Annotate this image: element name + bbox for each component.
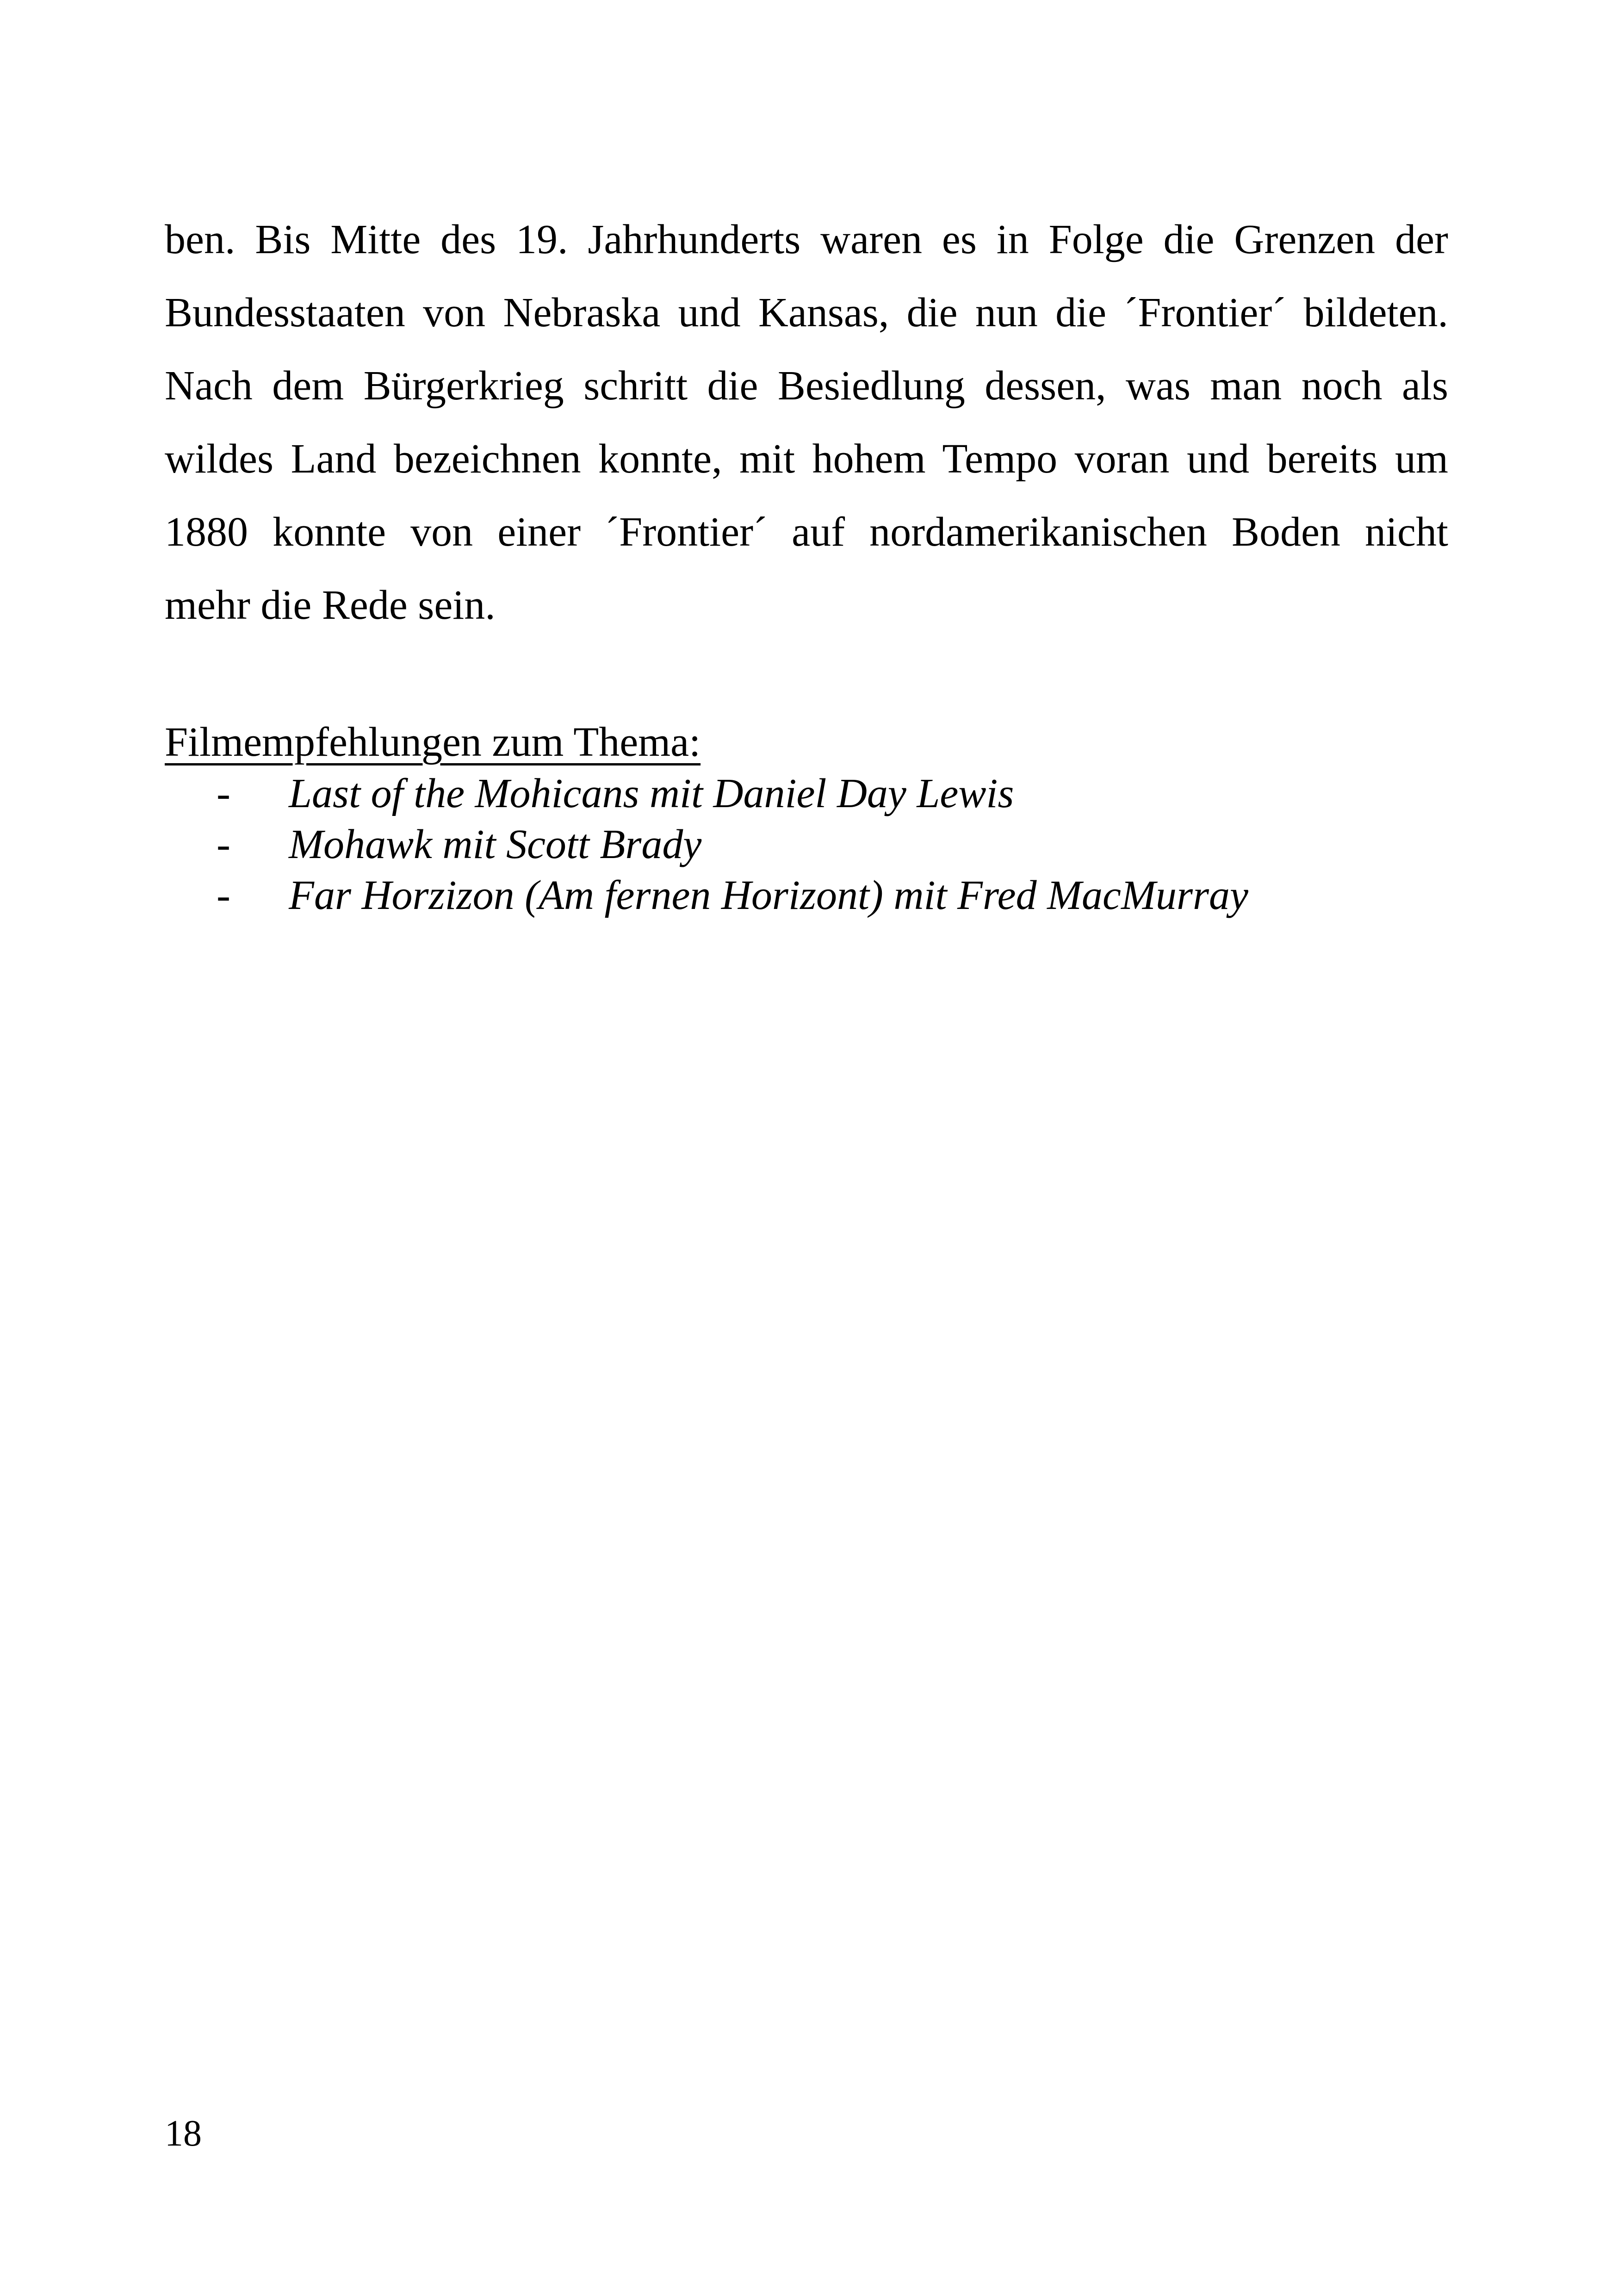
paragraph-line: wildes Land bezeichnen konnte, mit hohem Tempo voran und bereits um xyxy=(165,436,1448,482)
film-title: Far Horzizon (Am fernen Horizont) mit Fred MacMurray xyxy=(289,872,1248,918)
film-recommendations-heading: Filmempfehlungen zum Thema: xyxy=(165,719,701,765)
paragraph-line: Bundesstaaten von Nebraska und Kansas, die nun die ´Frontier´ bildeten. xyxy=(165,290,1448,336)
body-paragraph xyxy=(165,214,1448,653)
paragraph-line: Nach dem Bürgerkrieg schritt die Besiedlung dessen, was man noch als xyxy=(165,363,1448,409)
list-bullet: - xyxy=(217,872,230,918)
paragraph-line: 1880 konnte von einer ´Frontier´ auf nordamerikanischen Boden nicht xyxy=(165,509,1448,555)
page-number: 18 xyxy=(165,2113,202,2154)
list-bullet: - xyxy=(217,821,230,867)
list-bullet: - xyxy=(217,771,230,816)
film-title: Mohawk mit Scott Brady xyxy=(289,821,702,867)
paragraph-line: ben. Bis Mitte des 19. Jahrhunderts waren es in Folge die Grenzen der xyxy=(165,217,1448,262)
film-title: Last of the Mohicans mit Daniel Day Lewis xyxy=(289,771,1014,816)
paragraph-line: mehr die Rede sein. xyxy=(165,582,496,628)
